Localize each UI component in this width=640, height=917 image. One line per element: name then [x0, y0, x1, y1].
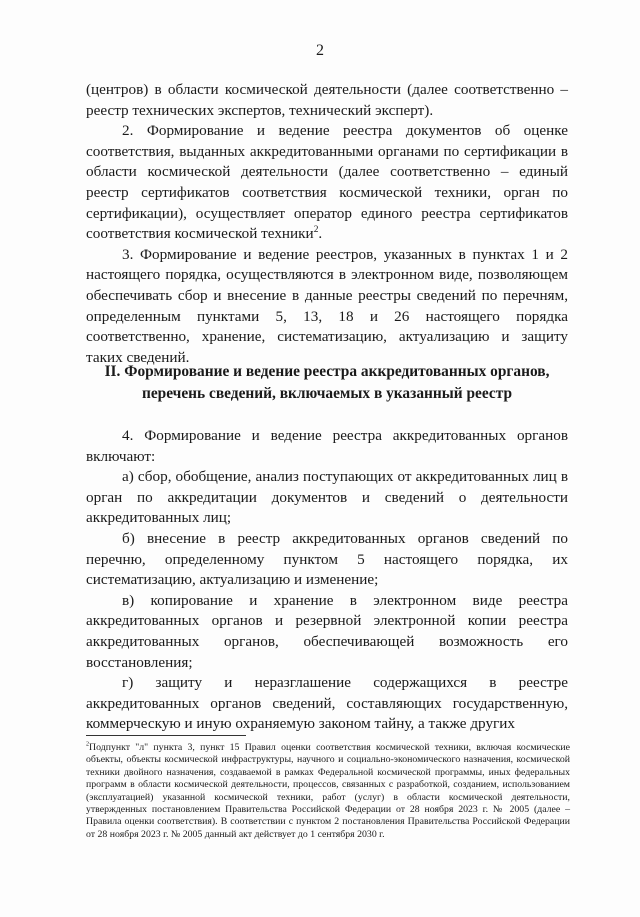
footnote-2: [86, 742, 570, 841]
section-heading-line-2: перечень сведений, включаемых в указанный реестр: [141, 384, 513, 402]
footnote-ref-2[interactable]: 2: [313, 225, 319, 236]
section-heading: [86, 361, 568, 404]
paragraph-3: 3. Формирование и ведение реестров, указанных в пунктах 1 и 2 настоящего порядка, осуществляются в электронном виде, позволяющем обеспечивать сбор и внесение в данные реестры сведений по перечням, определенным пунктами 5, 13, 18 и 26 настоящего порядка соответственно, хранение, систематизацию, актуализацию и защиту таких сведений.: [86, 245, 568, 366]
list-item-v: в) копирование и хранение в электронном виде реестра аккредитованных органов и резервной электронной копии реестра аккредитованных органов, обеспечивающей возможность его восстановления;: [86, 591, 568, 671]
paragraph-1-continuation: (центров) в области космической деятельности (далее соответственно – реестр технических экспертов, технический эксперт).: [86, 81, 568, 119]
section-heading-line-1: II. Формирование и ведение реестра аккредитованных органов,: [104, 363, 550, 380]
paragraph-2-text: 2. Формирование и ведение реестра документов об оценке соответствия, выданных аккредитованными органами по сертификации в области космической деятельности (далее соответственно – единый реестр сертификатов соответствия космической техники, орган по сертификации), осуществляет оператор единого реестра сертификатов соответствия космической техники: [86, 122, 568, 243]
footnote-mark: 2: [86, 741, 90, 748]
list-item-a: а) сбор, обобщение, анализ поступающих от аккредитованных лиц в орган по аккредитации документов и сведений о деятельности аккредитованных лиц;: [86, 468, 568, 527]
list-item-b: б) внесение в реестр аккредитованных органов сведений по перечню, определенному пунктом 5 настоящего порядка, их систематизацию, актуализацию и изменение;: [86, 529, 568, 589]
footnote-divider: [86, 735, 246, 736]
paragraph-4: 4. Формирование и ведение реестра аккредитованных органов включают:: [86, 427, 568, 465]
paragraph-2: [86, 121, 568, 245]
page-number: 2: [316, 42, 324, 59]
intro-block: [86, 80, 568, 368]
section-body: [86, 426, 568, 735]
footnote-text: Подпункт "л" пункта 3, пункт 15 Правил оценки соответствия космической техники, включая космические объекты, объекты космической инфраструктуры, научного и социально-экономического назначения, космической техники двойного назначения, создаваемой в рамках Федеральной космической программы, иных федеральных программ в области космической деятельности, процессов, связанных с разработкой, созданием, использованием (эксплуатацией) указанной космической техники, работ (услуг) в области космической деятельности, утвержденных постановлением Правительства Российской Федерации от 28 ноября 2023 г. № 2005 (далее – Правила оценки соответствия). В соответствии с пунктом 2 постановления Правительства Российской Федерации от 28 ноября 2023 г. № 2005 данный акт действует до 1 сентября 2030 г.: [86, 742, 570, 840]
paragraph-2-end: .: [318, 225, 323, 243]
list-item-g: г) защиту и неразглашение содержащихся в реестре аккредитованных органов сведений, составляющих государственную, коммерческую и иную охраняемую законом тайну, а также других: [86, 674, 568, 733]
